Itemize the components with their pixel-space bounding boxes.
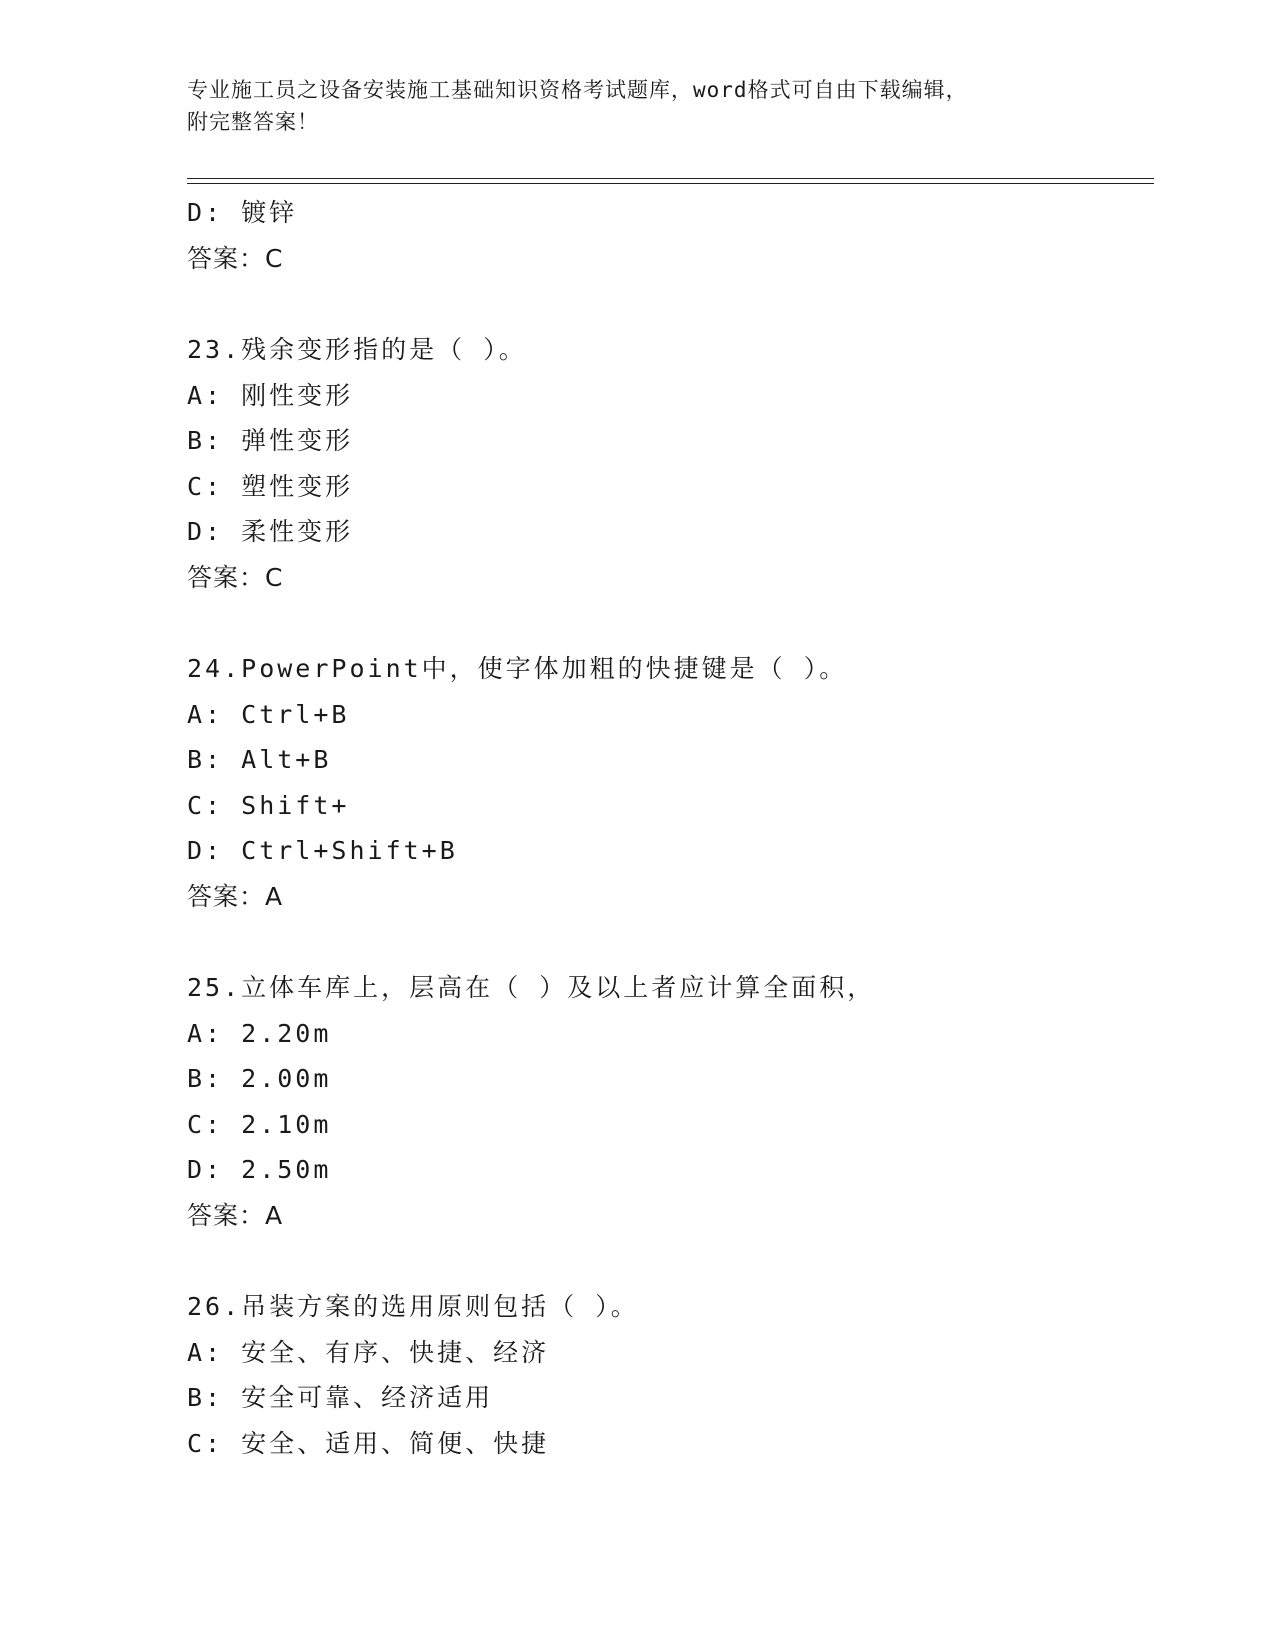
spacer [187, 919, 1147, 965]
question-content [187, 190, 1147, 1466]
answer: 答案：C [187, 562, 284, 592]
prev-option-d: D: 镀锌 [187, 198, 298, 227]
question-stem: 25.立体车库上，层高在（ ）及以上者应计算全面积， [187, 973, 876, 1002]
option-b: B: 弹性变形 [187, 426, 354, 455]
spacer [187, 1238, 1147, 1284]
option-b: B: Alt+B [187, 745, 332, 774]
question-stem: 23.残余变形指的是（ ）。 [187, 335, 527, 364]
header-line-1: 专业施工员之设备安装施工基础知识资格考试题库，word格式可自由下载编辑， [187, 78, 968, 102]
question-stem: 26.吊装方案的选用原则包括（ ）。 [187, 1292, 639, 1321]
question-stem: 24.PowerPoint中，使字体加粗的快捷键是（ ）。 [187, 654, 848, 683]
option-c: C: 2.10m [187, 1109, 332, 1139]
option-d: D: Ctrl+Shift+B [187, 836, 458, 865]
prev-answer: 答案：C [187, 243, 284, 273]
question-26 [187, 1284, 1147, 1466]
answer: 答案：A [187, 1200, 284, 1230]
option-c: C: Shift+ [187, 790, 350, 820]
option-a: A: 刚性变形 [187, 380, 354, 410]
option-a: A: 2.20m [187, 1018, 332, 1048]
header-divider-bottom [187, 183, 1154, 184]
document-header [187, 74, 1087, 138]
option-a: A: 安全、有序、快捷、经济 [187, 1337, 550, 1367]
option-c: C: 塑性变形 [187, 471, 354, 501]
question-24 [187, 646, 1147, 919]
header-line-2: 附完整答案！ [187, 110, 319, 134]
option-b: B: 安全可靠、经济适用 [187, 1383, 494, 1412]
option-a: A: Ctrl+B [187, 699, 350, 729]
option-b: B: 2.00m [187, 1064, 332, 1093]
question-23 [187, 327, 1147, 600]
question-25 [187, 965, 1147, 1238]
answer: 答案：A [187, 881, 284, 911]
option-d: D: 柔性变形 [187, 517, 354, 546]
option-c: C: 安全、适用、简便、快捷 [187, 1428, 550, 1458]
spacer [187, 281, 1147, 327]
header-divider-top [187, 178, 1154, 179]
option-d: D: 2.50m [187, 1155, 332, 1184]
spacer [187, 600, 1147, 646]
